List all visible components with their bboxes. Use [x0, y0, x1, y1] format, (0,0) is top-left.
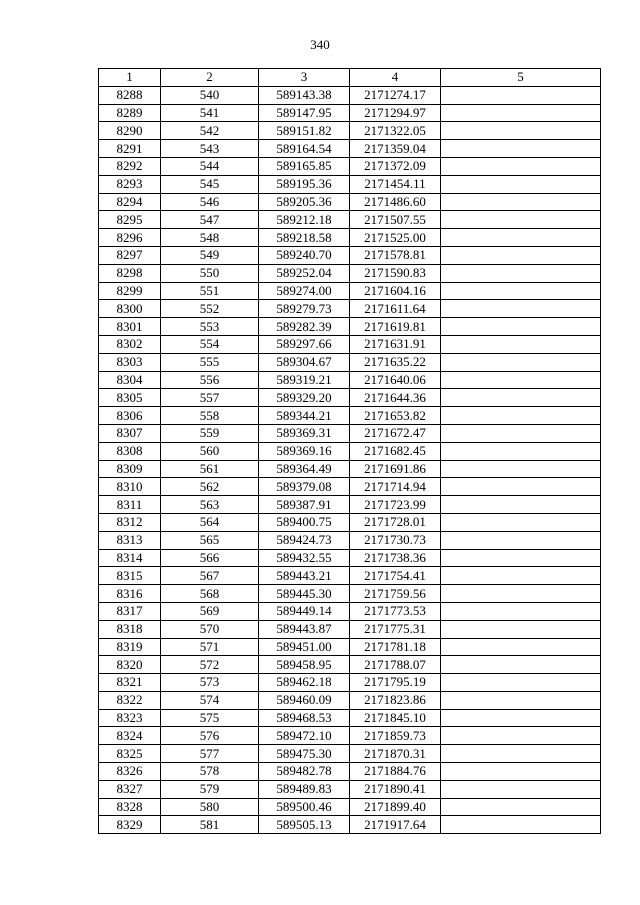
table-row [99, 531, 601, 549]
table-row [99, 656, 601, 674]
table-cell-col-4: 2171738.36 [350, 549, 441, 567]
table-row [99, 122, 601, 140]
table-cell-col-5 [441, 780, 601, 798]
table-cell-col-3: 589344.21 [259, 407, 350, 425]
table-cell-col-3: 589472.10 [259, 727, 350, 745]
table-cell-col-4: 2171870.31 [350, 745, 441, 763]
table-row [99, 300, 601, 318]
table-cell-col-3: 589500.46 [259, 798, 350, 816]
table-cell-col-5 [441, 229, 601, 247]
table-row [99, 282, 601, 300]
table-cell-col-4: 2171322.05 [350, 122, 441, 140]
table-row [99, 229, 601, 247]
table-cell-col-1: 8321 [99, 674, 161, 692]
table-cell-col-2: 559 [161, 424, 259, 442]
table-cell-col-2: 576 [161, 727, 259, 745]
table-cell-col-5 [441, 656, 601, 674]
table-cell-col-2: 575 [161, 709, 259, 727]
table-cell-col-3: 589460.09 [259, 691, 350, 709]
table-cell-col-4: 2171631.91 [350, 335, 441, 353]
table-cell-col-1: 8316 [99, 585, 161, 603]
table-cell-col-1: 8323 [99, 709, 161, 727]
table-cell-col-2: 544 [161, 157, 259, 175]
table-cell-col-4: 2171714.94 [350, 478, 441, 496]
table-cell-col-1: 8313 [99, 531, 161, 549]
column-header-2: 2 [161, 69, 259, 87]
table-cell-col-2: 545 [161, 175, 259, 193]
table-cell-col-3: 589252.04 [259, 264, 350, 282]
table-cell-col-2: 566 [161, 549, 259, 567]
table-cell-col-4: 2171754.41 [350, 567, 441, 585]
table-cell-col-4: 2171359.04 [350, 140, 441, 158]
table-cell-col-4: 2171723.99 [350, 496, 441, 514]
table-cell-col-4: 2171890.41 [350, 780, 441, 798]
table-cell-col-3: 589443.21 [259, 567, 350, 585]
table-row [99, 371, 601, 389]
table-cell-col-1: 8304 [99, 371, 161, 389]
table-cell-col-4: 2171823.86 [350, 691, 441, 709]
table-cell-col-5 [441, 798, 601, 816]
table-cell-col-1: 8318 [99, 620, 161, 638]
table-row [99, 335, 601, 353]
table-cell-col-4: 2171672.47 [350, 424, 441, 442]
table-cell-col-4: 2171682.45 [350, 442, 441, 460]
table-cell-col-3: 589432.55 [259, 549, 350, 567]
table-row [99, 318, 601, 336]
table-cell-col-5 [441, 157, 601, 175]
table-cell-col-5 [441, 620, 601, 638]
table-row [99, 816, 601, 834]
table-cell-col-4: 2171859.73 [350, 727, 441, 745]
table-cell-col-4: 2171781.18 [350, 638, 441, 656]
table-cell-col-3: 589369.31 [259, 424, 350, 442]
table-cell-col-3: 589205.36 [259, 193, 350, 211]
table-cell-col-3: 589475.30 [259, 745, 350, 763]
table-cell-col-1: 8314 [99, 549, 161, 567]
table-cell-col-5 [441, 460, 601, 478]
table-cell-col-3: 589369.16 [259, 442, 350, 460]
table-cell-col-2: 568 [161, 585, 259, 603]
table-cell-col-1: 8300 [99, 300, 161, 318]
table-row [99, 798, 601, 816]
table-cell-col-3: 589451.00 [259, 638, 350, 656]
table-cell-col-2: 578 [161, 763, 259, 781]
table-cell-col-5 [441, 389, 601, 407]
table-cell-col-5 [441, 122, 601, 140]
table-cell-col-4: 2171590.83 [350, 264, 441, 282]
table-row [99, 86, 601, 104]
table-cell-col-4: 2171294.97 [350, 104, 441, 122]
column-header-1: 1 [99, 69, 161, 87]
table-cell-col-1: 8329 [99, 816, 161, 834]
table-cell-col-3: 589462.18 [259, 674, 350, 692]
table-cell-col-2: 550 [161, 264, 259, 282]
table-cell-col-3: 589304.67 [259, 353, 350, 371]
table-cell-col-3: 589282.39 [259, 318, 350, 336]
table-cell-col-1: 8289 [99, 104, 161, 122]
table-cell-col-1: 8325 [99, 745, 161, 763]
page-number: 340 [310, 37, 330, 52]
table-cell-col-3: 589319.21 [259, 371, 350, 389]
table-cell-col-5 [441, 175, 601, 193]
table-cell-col-5 [441, 585, 601, 603]
table-cell-col-4: 2171691.86 [350, 460, 441, 478]
table-cell-col-2: 543 [161, 140, 259, 158]
table-cell-col-3: 589274.00 [259, 282, 350, 300]
table-cell-col-4: 2171845.10 [350, 709, 441, 727]
table-cell-col-1: 8327 [99, 780, 161, 798]
table-cell-col-4: 2171728.01 [350, 513, 441, 531]
column-header-5: 5 [441, 69, 601, 87]
table-cell-col-1: 8305 [99, 389, 161, 407]
table-cell-col-3: 589449.14 [259, 602, 350, 620]
table-cell-col-3: 589424.73 [259, 531, 350, 549]
table-cell-col-4: 2171759.56 [350, 585, 441, 603]
column-header-3: 3 [259, 69, 350, 87]
table-cell-col-1: 8308 [99, 442, 161, 460]
table-cell-col-3: 589468.53 [259, 709, 350, 727]
table-cell-col-2: 567 [161, 567, 259, 585]
table-cell-col-5 [441, 282, 601, 300]
table-row [99, 175, 601, 193]
table-cell-col-5 [441, 407, 601, 425]
table-cell-col-4: 2171604.16 [350, 282, 441, 300]
table-cell-col-2: 561 [161, 460, 259, 478]
table-cell-col-1: 8288 [99, 86, 161, 104]
table-cell-col-3: 589400.75 [259, 513, 350, 531]
table-cell-col-3: 589297.66 [259, 335, 350, 353]
table-cell-col-5 [441, 674, 601, 692]
table-cell-col-3: 589151.82 [259, 122, 350, 140]
table-row [99, 193, 601, 211]
table-cell-col-3: 589445.30 [259, 585, 350, 603]
table-cell-col-3: 589505.13 [259, 816, 350, 834]
table-cell-col-2: 546 [161, 193, 259, 211]
table-row [99, 602, 601, 620]
table-cell-col-2: 570 [161, 620, 259, 638]
table-cell-col-5 [441, 86, 601, 104]
table-cell-col-3: 589443.87 [259, 620, 350, 638]
table-cell-col-2: 542 [161, 122, 259, 140]
table-row [99, 104, 601, 122]
table-cell-col-2: 581 [161, 816, 259, 834]
table-cell-col-1: 8291 [99, 140, 161, 158]
table-cell-col-3: 589218.58 [259, 229, 350, 247]
table-cell-col-4: 2171611.64 [350, 300, 441, 318]
table-cell-col-1: 8309 [99, 460, 161, 478]
table-cell-col-2: 540 [161, 86, 259, 104]
table-cell-col-1: 8315 [99, 567, 161, 585]
table-cell-col-4: 2171795.19 [350, 674, 441, 692]
table-cell-col-2: 574 [161, 691, 259, 709]
table-cell-col-2: 563 [161, 496, 259, 514]
table-cell-col-1: 8317 [99, 602, 161, 620]
table-cell-col-5 [441, 300, 601, 318]
table-row [99, 264, 601, 282]
table-row [99, 745, 601, 763]
table-cell-col-2: 565 [161, 531, 259, 549]
table-cell-col-2: 549 [161, 246, 259, 264]
table-cell-col-2: 573 [161, 674, 259, 692]
table-cell-col-3: 589212.18 [259, 211, 350, 229]
table-cell-col-4: 2171507.55 [350, 211, 441, 229]
table-row [99, 709, 601, 727]
table-cell-col-5 [441, 709, 601, 727]
table-cell-col-2: 548 [161, 229, 259, 247]
table-cell-col-2: 541 [161, 104, 259, 122]
table-cell-col-2: 553 [161, 318, 259, 336]
table-row [99, 780, 601, 798]
table-cell-col-4: 2171635.22 [350, 353, 441, 371]
table-cell-col-5 [441, 318, 601, 336]
table-cell-col-1: 8312 [99, 513, 161, 531]
table-cell-col-1: 8301 [99, 318, 161, 336]
table-cell-col-1: 8296 [99, 229, 161, 247]
table-row [99, 727, 601, 745]
table-cell-col-2: 562 [161, 478, 259, 496]
table-cell-col-4: 2171486.60 [350, 193, 441, 211]
table-cell-col-2: 579 [161, 780, 259, 798]
table-cell-col-5 [441, 371, 601, 389]
table-cell-col-1: 8299 [99, 282, 161, 300]
table-row [99, 211, 601, 229]
table-cell-col-1: 8292 [99, 157, 161, 175]
table-cell-col-4: 2171525.00 [350, 229, 441, 247]
table-cell-col-4: 2171644.36 [350, 389, 441, 407]
table-cell-col-4: 2171899.40 [350, 798, 441, 816]
table-cell-col-3: 589143.38 [259, 86, 350, 104]
table-cell-col-1: 8290 [99, 122, 161, 140]
table-cell-col-2: 547 [161, 211, 259, 229]
table-cell-col-4: 2171454.11 [350, 175, 441, 193]
table-cell-col-5 [441, 193, 601, 211]
table-cell-col-5 [441, 816, 601, 834]
table-row [99, 513, 601, 531]
table-cell-col-3: 589387.91 [259, 496, 350, 514]
table-cell-col-5 [441, 549, 601, 567]
table-cell-col-3: 589240.70 [259, 246, 350, 264]
table-cell-col-3: 589164.54 [259, 140, 350, 158]
table-cell-col-2: 556 [161, 371, 259, 389]
table-row [99, 674, 601, 692]
table-cell-col-2: 560 [161, 442, 259, 460]
table-cell-col-5 [441, 513, 601, 531]
table-row [99, 763, 601, 781]
table-cell-col-1: 8306 [99, 407, 161, 425]
table-cell-col-4: 2171274.17 [350, 86, 441, 104]
table-cell-col-5 [441, 442, 601, 460]
table-cell-col-5 [441, 763, 601, 781]
table-cell-col-5 [441, 602, 601, 620]
table-cell-col-3: 589147.95 [259, 104, 350, 122]
column-header-4: 4 [350, 69, 441, 87]
table-cell-col-5 [441, 531, 601, 549]
table-row [99, 140, 601, 158]
table-cell-col-4: 2171578.81 [350, 246, 441, 264]
table-cell-col-1: 8326 [99, 763, 161, 781]
table-cell-col-2: 564 [161, 513, 259, 531]
table-cell-col-5 [441, 335, 601, 353]
table-cell-col-1: 8320 [99, 656, 161, 674]
table-cell-col-1: 8303 [99, 353, 161, 371]
table-cell-col-2: 554 [161, 335, 259, 353]
table-cell-col-2: 572 [161, 656, 259, 674]
table-cell-col-5 [441, 745, 601, 763]
table-cell-col-2: 580 [161, 798, 259, 816]
table-cell-col-3: 589195.36 [259, 175, 350, 193]
table-cell-col-5 [441, 478, 601, 496]
coordinates-table [98, 68, 601, 834]
table-cell-col-1: 8297 [99, 246, 161, 264]
table-cell-col-4: 2171653.82 [350, 407, 441, 425]
table-row [99, 353, 601, 371]
table-cell-col-2: 551 [161, 282, 259, 300]
table-cell-col-4: 2171619.81 [350, 318, 441, 336]
table-cell-col-1: 8293 [99, 175, 161, 193]
table-row [99, 478, 601, 496]
table-row [99, 424, 601, 442]
table-cell-col-4: 2171775.31 [350, 620, 441, 638]
table-cell-col-3: 589482.78 [259, 763, 350, 781]
table-row [99, 638, 601, 656]
table-cell-col-3: 589165.85 [259, 157, 350, 175]
table-cell-col-5 [441, 496, 601, 514]
table-row [99, 549, 601, 567]
table-cell-col-1: 8324 [99, 727, 161, 745]
table-cell-col-4: 2171773.53 [350, 602, 441, 620]
table-cell-col-5 [441, 424, 601, 442]
table-row [99, 496, 601, 514]
table-cell-col-5 [441, 727, 601, 745]
table-row [99, 460, 601, 478]
table-cell-col-2: 571 [161, 638, 259, 656]
header-row [99, 69, 601, 87]
table-cell-col-3: 589364.49 [259, 460, 350, 478]
table-cell-col-5 [441, 353, 601, 371]
table-row [99, 567, 601, 585]
table-cell-col-4: 2171917.64 [350, 816, 441, 834]
table-cell-col-1: 8311 [99, 496, 161, 514]
table-cell-col-5 [441, 140, 601, 158]
table-row [99, 620, 601, 638]
table-cell-col-5 [441, 638, 601, 656]
table-cell-col-3: 589279.73 [259, 300, 350, 318]
table-body [99, 86, 601, 833]
table-cell-col-1: 8295 [99, 211, 161, 229]
table-cell-col-2: 577 [161, 745, 259, 763]
table-cell-col-1: 8298 [99, 264, 161, 282]
table-row [99, 407, 601, 425]
table-row [99, 157, 601, 175]
table-cell-col-1: 8294 [99, 193, 161, 211]
table-cell-col-5 [441, 211, 601, 229]
table-cell-col-4: 2171372.09 [350, 157, 441, 175]
table-cell-col-3: 589458.95 [259, 656, 350, 674]
table-cell-col-5 [441, 104, 601, 122]
table-cell-col-2: 558 [161, 407, 259, 425]
table-row [99, 691, 601, 709]
table-cell-col-2: 552 [161, 300, 259, 318]
table-cell-col-5 [441, 264, 601, 282]
table-cell-col-1: 8302 [99, 335, 161, 353]
table-cell-col-4: 2171884.76 [350, 763, 441, 781]
table-cell-col-4: 2171788.07 [350, 656, 441, 674]
table-cell-col-2: 569 [161, 602, 259, 620]
table-cell-col-5 [441, 567, 601, 585]
table-cell-col-1: 8307 [99, 424, 161, 442]
table-cell-col-3: 589329.20 [259, 389, 350, 407]
table-cell-col-5 [441, 691, 601, 709]
table-cell-col-2: 557 [161, 389, 259, 407]
table-row [99, 585, 601, 603]
table-cell-col-1: 8322 [99, 691, 161, 709]
table-row [99, 246, 601, 264]
table-cell-col-3: 589379.08 [259, 478, 350, 496]
table-cell-col-1: 8328 [99, 798, 161, 816]
table-cell-col-3: 589489.83 [259, 780, 350, 798]
table-row [99, 442, 601, 460]
table-cell-col-1: 8310 [99, 478, 161, 496]
table-cell-col-5 [441, 246, 601, 264]
table-cell-col-4: 2171730.73 [350, 531, 441, 549]
table-cell-col-1: 8319 [99, 638, 161, 656]
table-cell-col-2: 555 [161, 353, 259, 371]
table-row [99, 389, 601, 407]
table-cell-col-4: 2171640.06 [350, 371, 441, 389]
